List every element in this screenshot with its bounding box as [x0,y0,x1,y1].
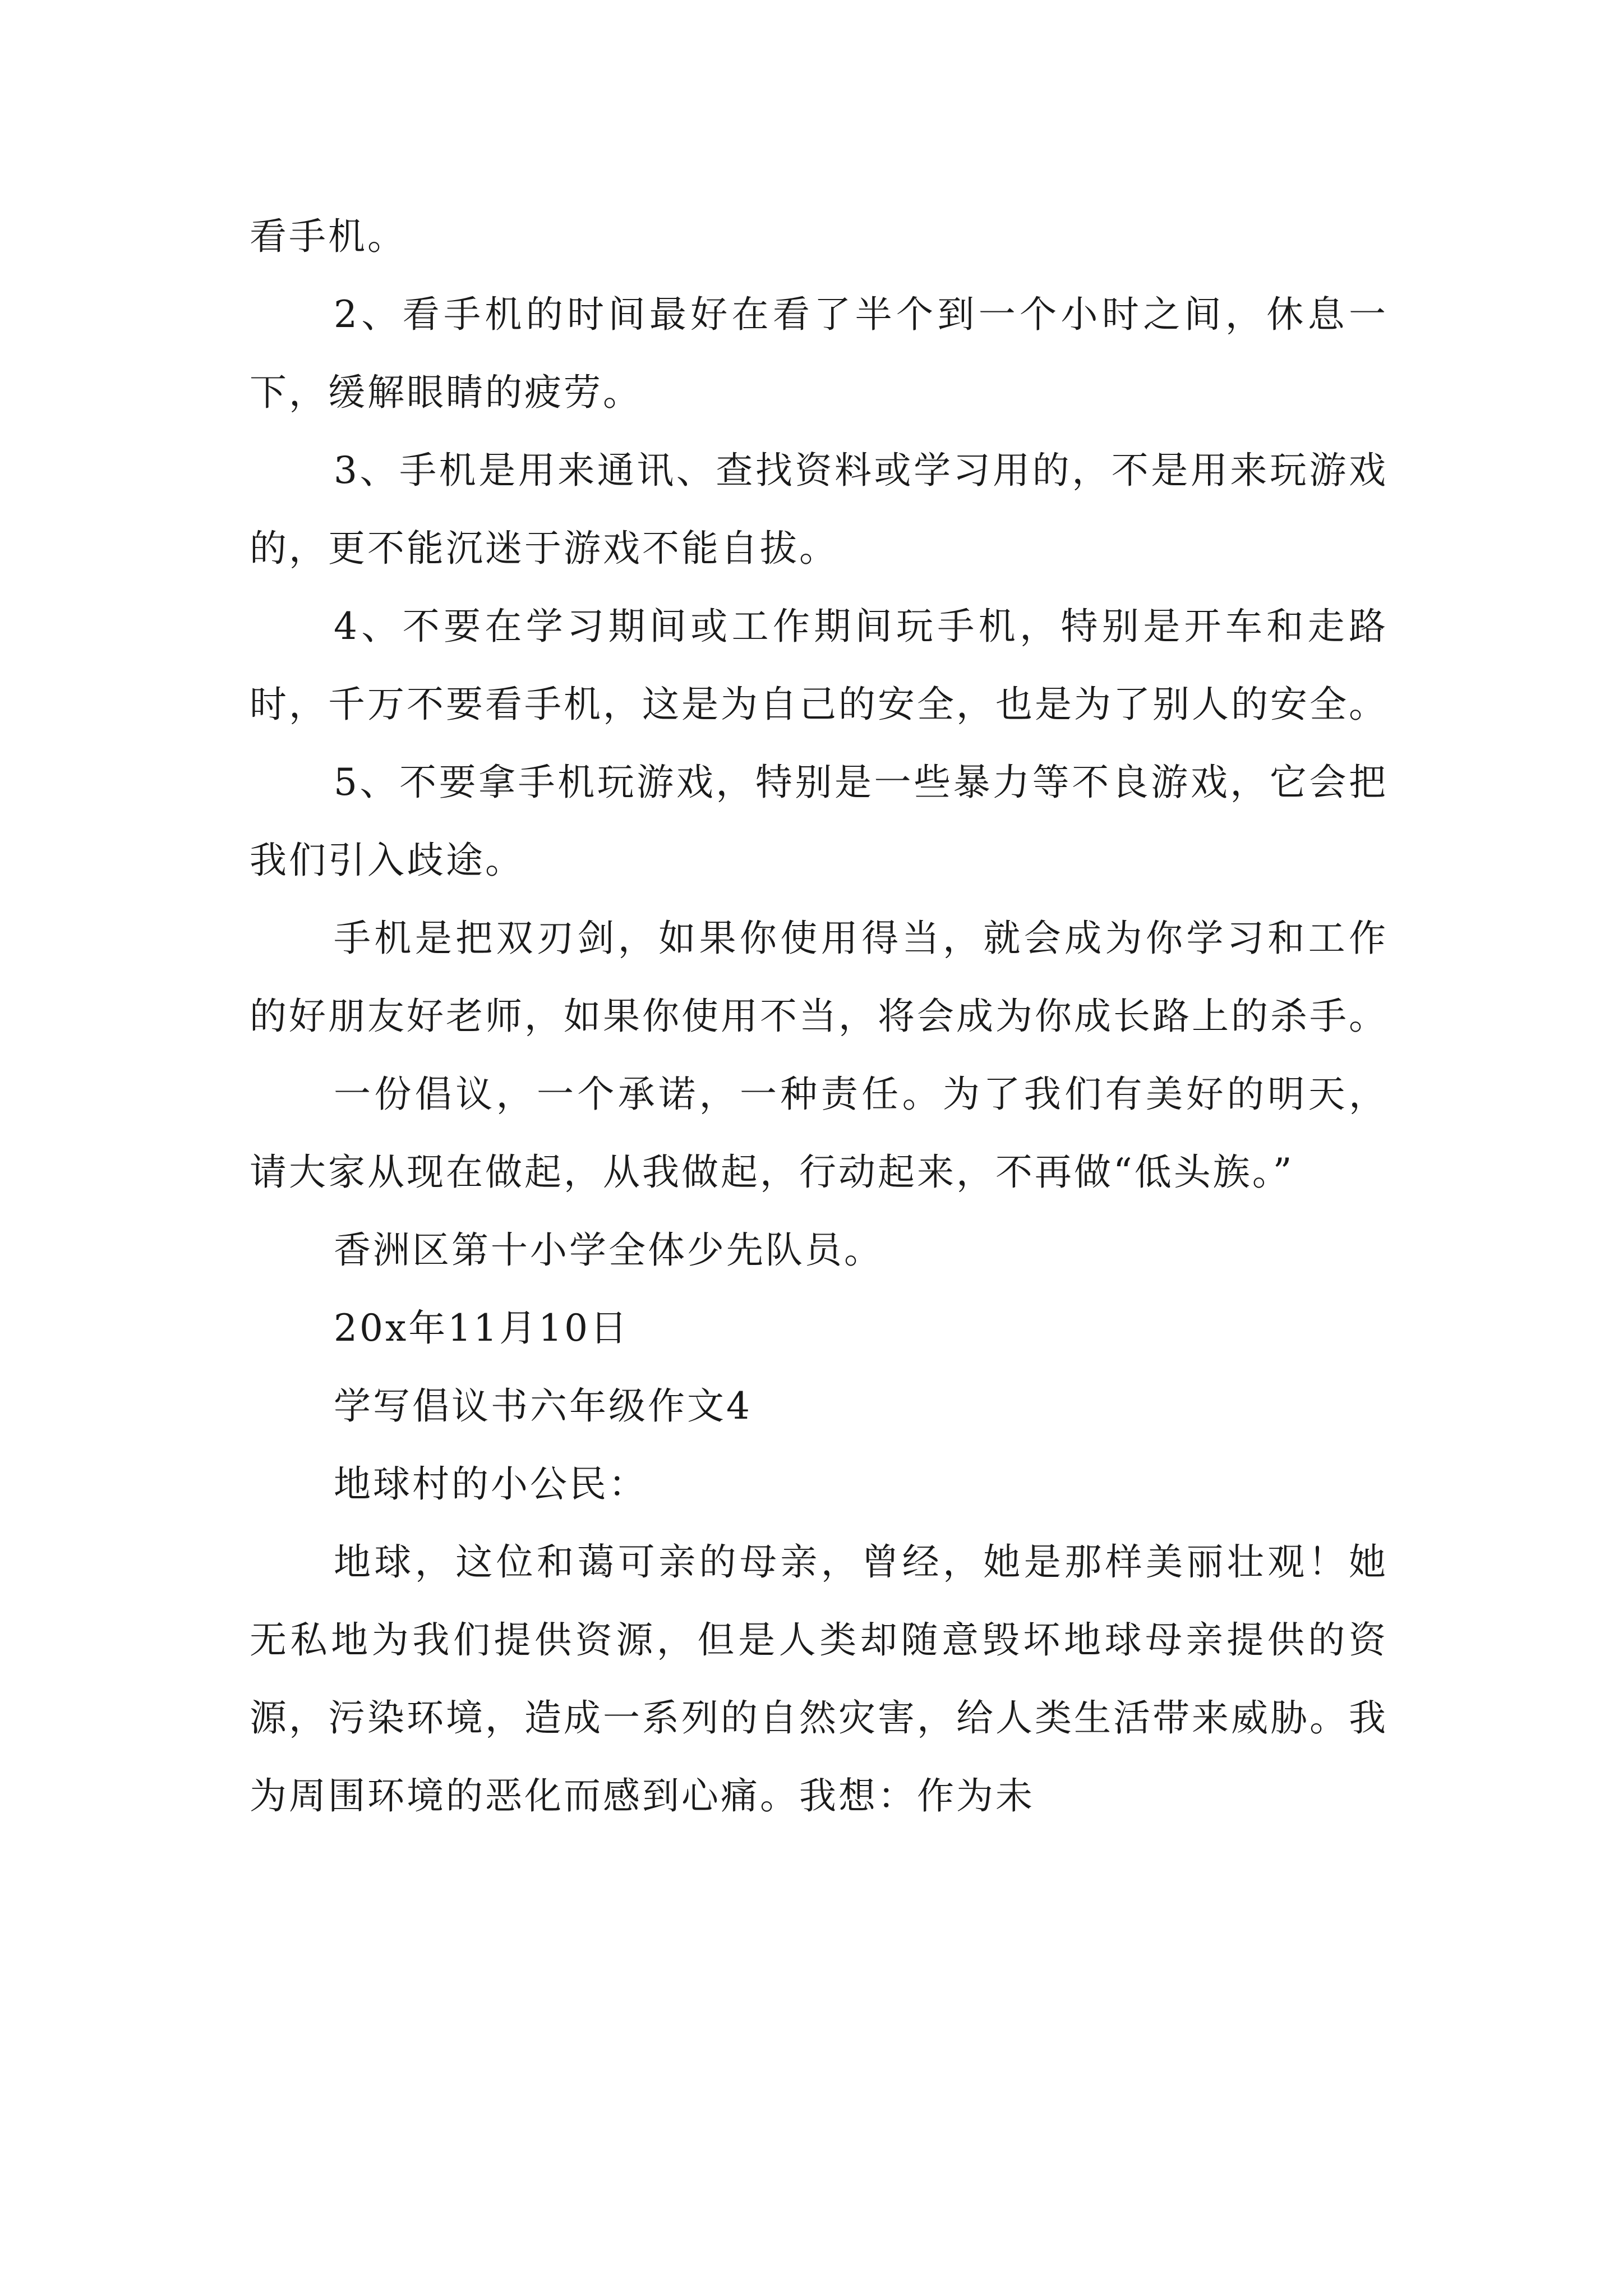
paragraph-12: 地球，这位和蔼可亲的母亲，曾经，她是那样美丽壮观！她无私地为我们提供资源，但是人类却随意毁坏地球母亲提供的资源，污染环境，造成一系列的自然灾害，给人类生活带来威胁。我为周围环境的恶化而感到心痛。我想：作为未 [250,1540,1388,1818]
paragraph-5: 5、不要拿手机玩游戏，特别是一些暴力等不良游戏，它会把我们引入歧途。 [250,761,1388,882]
document-body [250,197,1388,1835]
paragraph-4: 4、不要在学习期间或工作期间玩手机，特别是开车和走路时，千万不要看手机，这是为自己的安全，也是为了别人的安全。 [250,605,1388,726]
paragraph-6: 手机是把双刃剑，如果你使用得当，就会成为你学习和工作的好朋友好老师，如果你使用不当，将会成为你成长路上的杀手。 [250,917,1388,1038]
salutation: 地球村的小公民： [334,1462,648,1506]
paragraph-7: 一份倡议，一个承诺，一种责任。为了我们有美好的明天，请大家从现在做起，从我做起，行动起来，不再做“低头族。” [250,1073,1388,1194]
paragraph-2: 2、看手机的时间最好在看了半个到一个小时之间，休息一下，缓解眼睛的疲劳。 [250,293,1388,414]
paragraph-1: 看手机。 [250,215,407,258]
signature-line: 香洲区第十小学全体少先队员。 [334,1228,883,1272]
section-title: 学写倡议书六年级作文4 [334,1384,752,1428]
paragraph-3: 3、手机是用来通讯、查找资料或学习用的，不是用来玩游戏的，更不能沉迷于游戏不能自拔。 [250,449,1388,570]
date-line: 20x年11月10日 [334,1306,630,1350]
